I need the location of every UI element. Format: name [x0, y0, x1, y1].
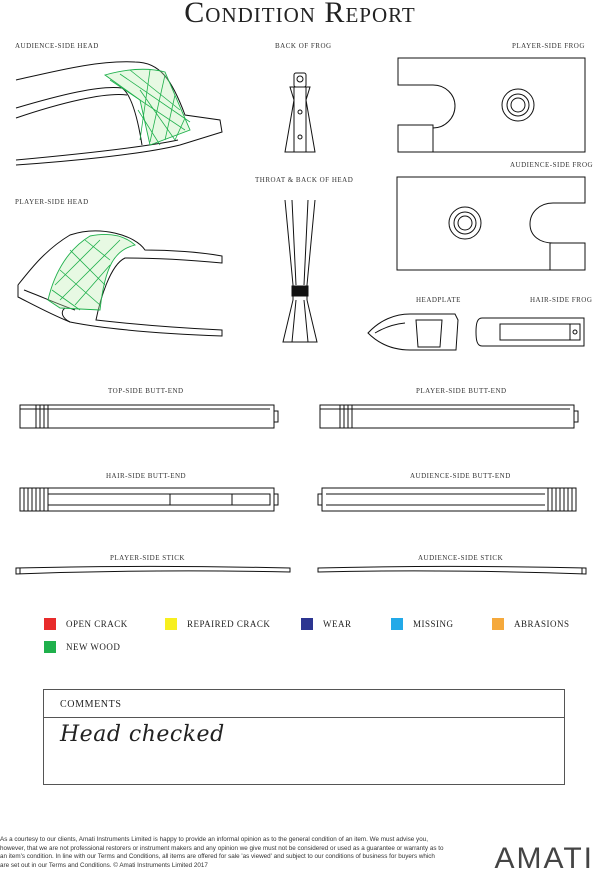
label-hair-side-butt: HAIR-SIDE BUTT-END — [106, 472, 187, 480]
legend-label: MISSING — [413, 619, 454, 629]
top-side-butt-drawing — [20, 405, 278, 428]
label-audience-side-butt: AUDIENCE-SIDE BUTT-END — [410, 472, 511, 480]
comments-text[interactable]: Head checked — [60, 722, 225, 747]
legend-abrasions — [492, 618, 570, 630]
label-headplate: HEADPLATE — [416, 296, 461, 304]
legend-label: OPEN CRACK — [66, 619, 128, 629]
legend-label: REPAIRED CRACK — [187, 619, 271, 629]
swatch-abrasions — [492, 618, 504, 630]
throat-drawing — [283, 200, 317, 342]
legend-repaired-crack — [165, 618, 270, 630]
swatch-new-wood — [44, 641, 56, 653]
hair-side-butt-drawing — [20, 488, 278, 511]
player-side-stick-drawing — [16, 567, 290, 575]
label-audience-side-frog: AUDIENCE-SIDE FROG — [510, 161, 594, 169]
player-side-head-drawing — [18, 231, 222, 336]
swatch-repaired-crack — [165, 618, 177, 630]
label-player-side-head: PLAYER-SIDE HEAD — [15, 198, 89, 206]
headplate-drawing — [368, 314, 458, 350]
audience-side-butt-drawing — [318, 488, 576, 511]
label-hair-side-frog: HAIR-SIDE FROG — [530, 296, 593, 304]
label-player-side-butt: PLAYER-SIDE BUTT-END — [416, 387, 507, 395]
hair-side-frog-drawing — [476, 318, 584, 346]
label-throat-back-head: THROAT & BACK OF HEAD — [255, 176, 354, 184]
legend-missing — [391, 618, 454, 630]
comments-box[interactable] — [43, 689, 565, 785]
legend-label: ABRASIONS — [514, 619, 570, 629]
player-side-butt-drawing — [320, 405, 578, 428]
player-side-frog-drawing — [398, 58, 585, 152]
label-player-side-stick: PLAYER-SIDE STICK — [110, 554, 185, 562]
label-audience-side-head: AUDIENCE-SIDE HEAD — [15, 42, 99, 50]
swatch-open-crack — [44, 618, 56, 630]
legend-open-crack — [44, 618, 128, 630]
swatch-wear — [301, 618, 313, 630]
page-title: Condition Report — [184, 0, 416, 29]
swatch-missing — [391, 618, 403, 630]
legend-label: WEAR — [323, 619, 352, 629]
amati-logo: AMATI — [494, 842, 594, 875]
label-player-side-frog: PLAYER-SIDE FROG — [512, 42, 585, 50]
legend-label: NEW WOOD — [66, 642, 121, 652]
label-back-of-frog: BACK OF FROG — [275, 42, 332, 50]
comments-heading: COMMENTS — [44, 690, 564, 718]
legend-new-wood — [44, 641, 120, 653]
legend-wear — [301, 618, 352, 630]
label-audience-side-stick: AUDIENCE-SIDE STICK — [418, 554, 504, 562]
footer-disclaimer: As a courtesy to our clients, Amati Instruments Limited is happy to provide an informal opinion as to the general condition of an item. We must advise you, however, that we are not professional restorers or instrument makers and any opinion we give must not be considered or used as a guarantee or warranty as to an item's condition. In line with our Terms and Conditions, all items are offered for sale 'as viewed' and subject to our conditions of business for buyers which are set out in our Terms and Conditions. © Amati Instruments Limited 2017 — [0, 836, 444, 869]
audience-side-head-drawing — [16, 62, 222, 165]
audience-side-frog-drawing — [397, 177, 585, 270]
audience-side-stick-drawing — [318, 567, 586, 575]
label-top-side-butt: TOP-SIDE BUTT-END — [108, 387, 184, 395]
back-of-frog-drawing — [285, 73, 315, 152]
